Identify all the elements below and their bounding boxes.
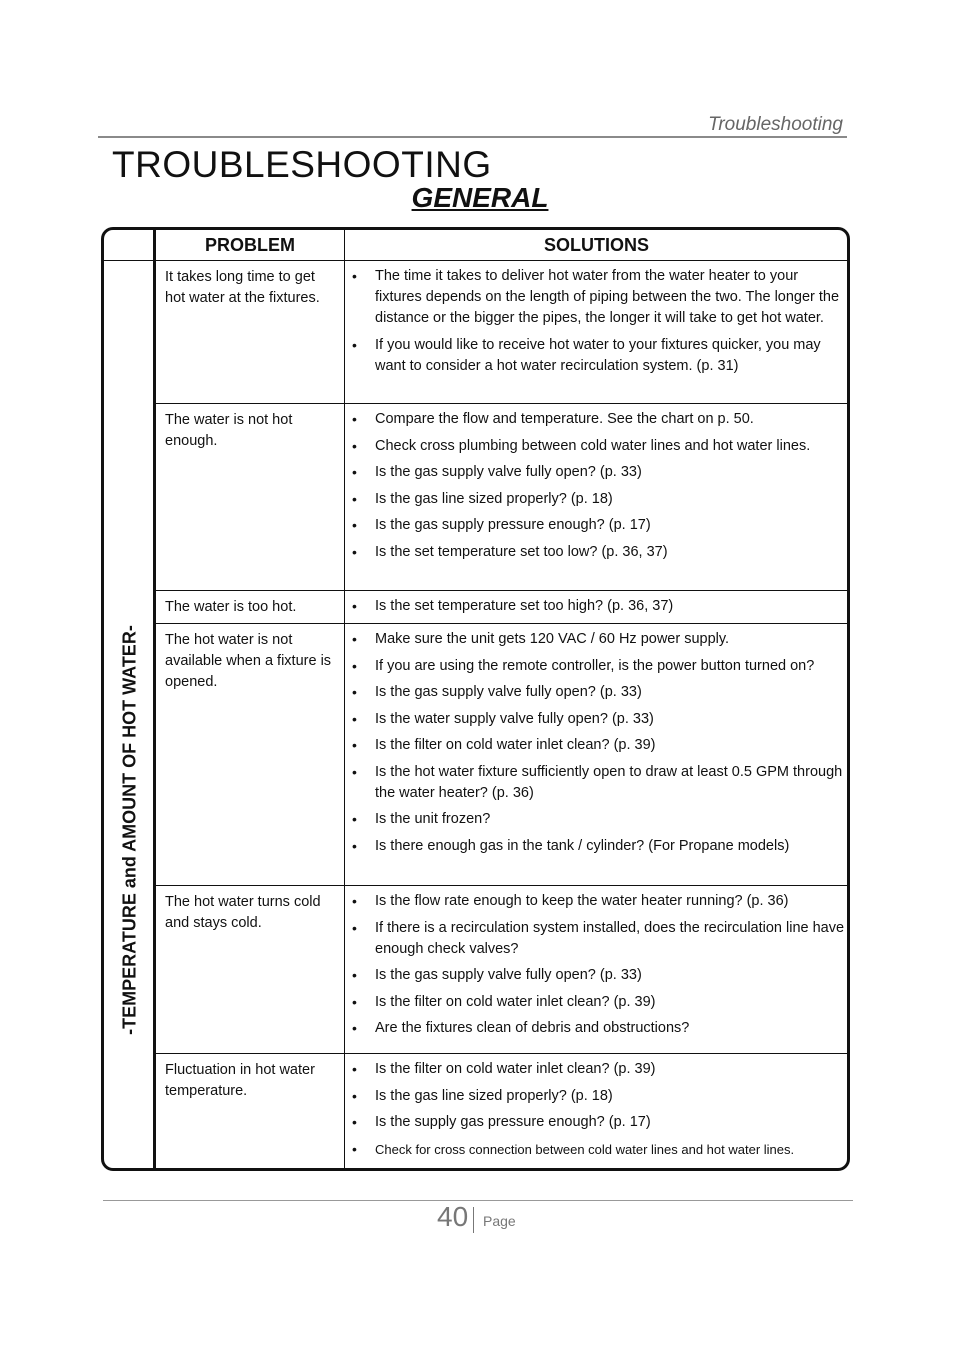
solution-item: • Is the gas line sized properly? (p. 18) xyxy=(345,1086,845,1107)
solution-item: • Is the water supply valve fully open? (p. 33) xyxy=(345,709,845,730)
table-body xyxy=(156,261,847,1168)
problem-cell: It takes long time to get hot water at the fixtures. xyxy=(165,269,320,306)
problem-cell: Fluctuation in hot water temperature. xyxy=(165,1062,315,1099)
problem-cell: The hot water turns cold and stays cold. xyxy=(165,894,321,931)
table-row xyxy=(156,886,847,1054)
table-row xyxy=(156,624,847,886)
table-header-row xyxy=(156,230,847,261)
solution-item: • Make sure the unit gets 120 VAC / 60 Hz power supply. xyxy=(345,629,845,650)
troubleshooting-table xyxy=(101,227,850,1171)
solution-item: • Is the supply gas pressure enough? (p. 17) xyxy=(345,1112,845,1133)
side-header-cell xyxy=(104,230,153,261)
page-number-separator xyxy=(473,1207,474,1233)
solution-item: • If you would like to receive hot water to your fixtures quicker, you may want to consider a hot water recirculation system. (p. 31) xyxy=(345,335,845,377)
solution-item: • Is the flow rate enough to keep the water heater running? (p. 36) xyxy=(345,891,845,912)
solutions-column-header: SOLUTIONS xyxy=(543,235,649,255)
section-title: GENERAL xyxy=(411,182,549,213)
running-header xyxy=(98,112,847,138)
side-label-column xyxy=(104,230,156,1168)
solution-item: • Is the gas supply valve fully open? (p. 33) xyxy=(345,682,845,703)
solution-item: • Is the gas supply pressure enough? (p. 17) xyxy=(345,515,845,536)
solution-item: • Is the gas supply valve fully open? (p. 33) xyxy=(345,965,845,986)
problem-cell: The water is not hot enough. xyxy=(165,412,293,449)
solution-item: • The time it takes to deliver hot water from the water heater to your fixtures depends on the length of piping between the two. The longer the distance or the bigger the pipes, the longer it will take to get hot water. xyxy=(345,266,845,329)
page-label: Page xyxy=(483,1213,516,1229)
solution-item: • Check for cross connection between cold water lines and hot water lines. xyxy=(345,1139,845,1160)
solutions-list xyxy=(345,1059,845,1165)
solution-item: • Is the gas line sized properly? (p. 18) xyxy=(345,489,845,510)
table-row xyxy=(156,591,847,624)
solution-item: • Is the set temperature set too low? (p. 36, 37) xyxy=(345,542,845,563)
solution-item: • Compare the flow and temperature. See the chart on p. 50. xyxy=(345,409,845,430)
side-category-label: -TEMPERATURE and AMOUNT OF HOT WATER- xyxy=(119,625,140,1035)
solution-item: • Check cross plumbing between cold water lines and hot water lines. xyxy=(345,436,845,457)
table-row xyxy=(156,261,847,404)
solution-item: • Are the fixtures clean of debris and obstructions? xyxy=(345,1018,845,1039)
solution-item: • Is the filter on cold water inlet clean? (p. 39) xyxy=(345,735,845,756)
table-row xyxy=(156,1054,847,1168)
solutions-list xyxy=(345,891,845,1045)
problem-cell: The hot water is not available when a fixture is opened. xyxy=(165,632,332,690)
solution-item: • Is the filter on cold water inlet clean? (p. 39) xyxy=(345,1059,845,1080)
problem-cell: The water is too hot. xyxy=(165,599,297,615)
solution-item: • Is the filter on cold water inlet clean? (p. 39) xyxy=(345,992,845,1013)
solutions-list xyxy=(345,409,845,568)
solutions-list xyxy=(345,266,845,382)
page-number: 40 xyxy=(437,1201,469,1232)
page-title: TROUBLESHOOTING xyxy=(112,144,492,185)
solution-item: • Is there enough gas in the tank / cylinder? (For Propane models) xyxy=(345,836,845,857)
solution-item: • Is the unit frozen? xyxy=(345,809,845,830)
solutions-list xyxy=(345,629,845,862)
footer-divider xyxy=(103,1200,853,1201)
solutions-list xyxy=(345,596,845,623)
solution-item: • Is the gas supply valve fully open? (p. 33) xyxy=(345,462,845,483)
solution-item: • Is the set temperature set too high? (p. 36, 37) xyxy=(345,596,845,617)
solution-item: • If there is a recirculation system installed, does the recirculation line have enough check valves? xyxy=(345,918,845,960)
table-row xyxy=(156,404,847,591)
solution-item: • If you are using the remote controller, is the power button turned on? xyxy=(345,656,845,677)
problem-column-header: PROBLEM xyxy=(205,235,295,255)
running-header-title: Troubleshooting xyxy=(708,114,843,135)
solution-item: • Is the hot water fixture sufficiently open to draw at least 0.5 GPM through the water heater? (p. 36) xyxy=(345,762,845,804)
